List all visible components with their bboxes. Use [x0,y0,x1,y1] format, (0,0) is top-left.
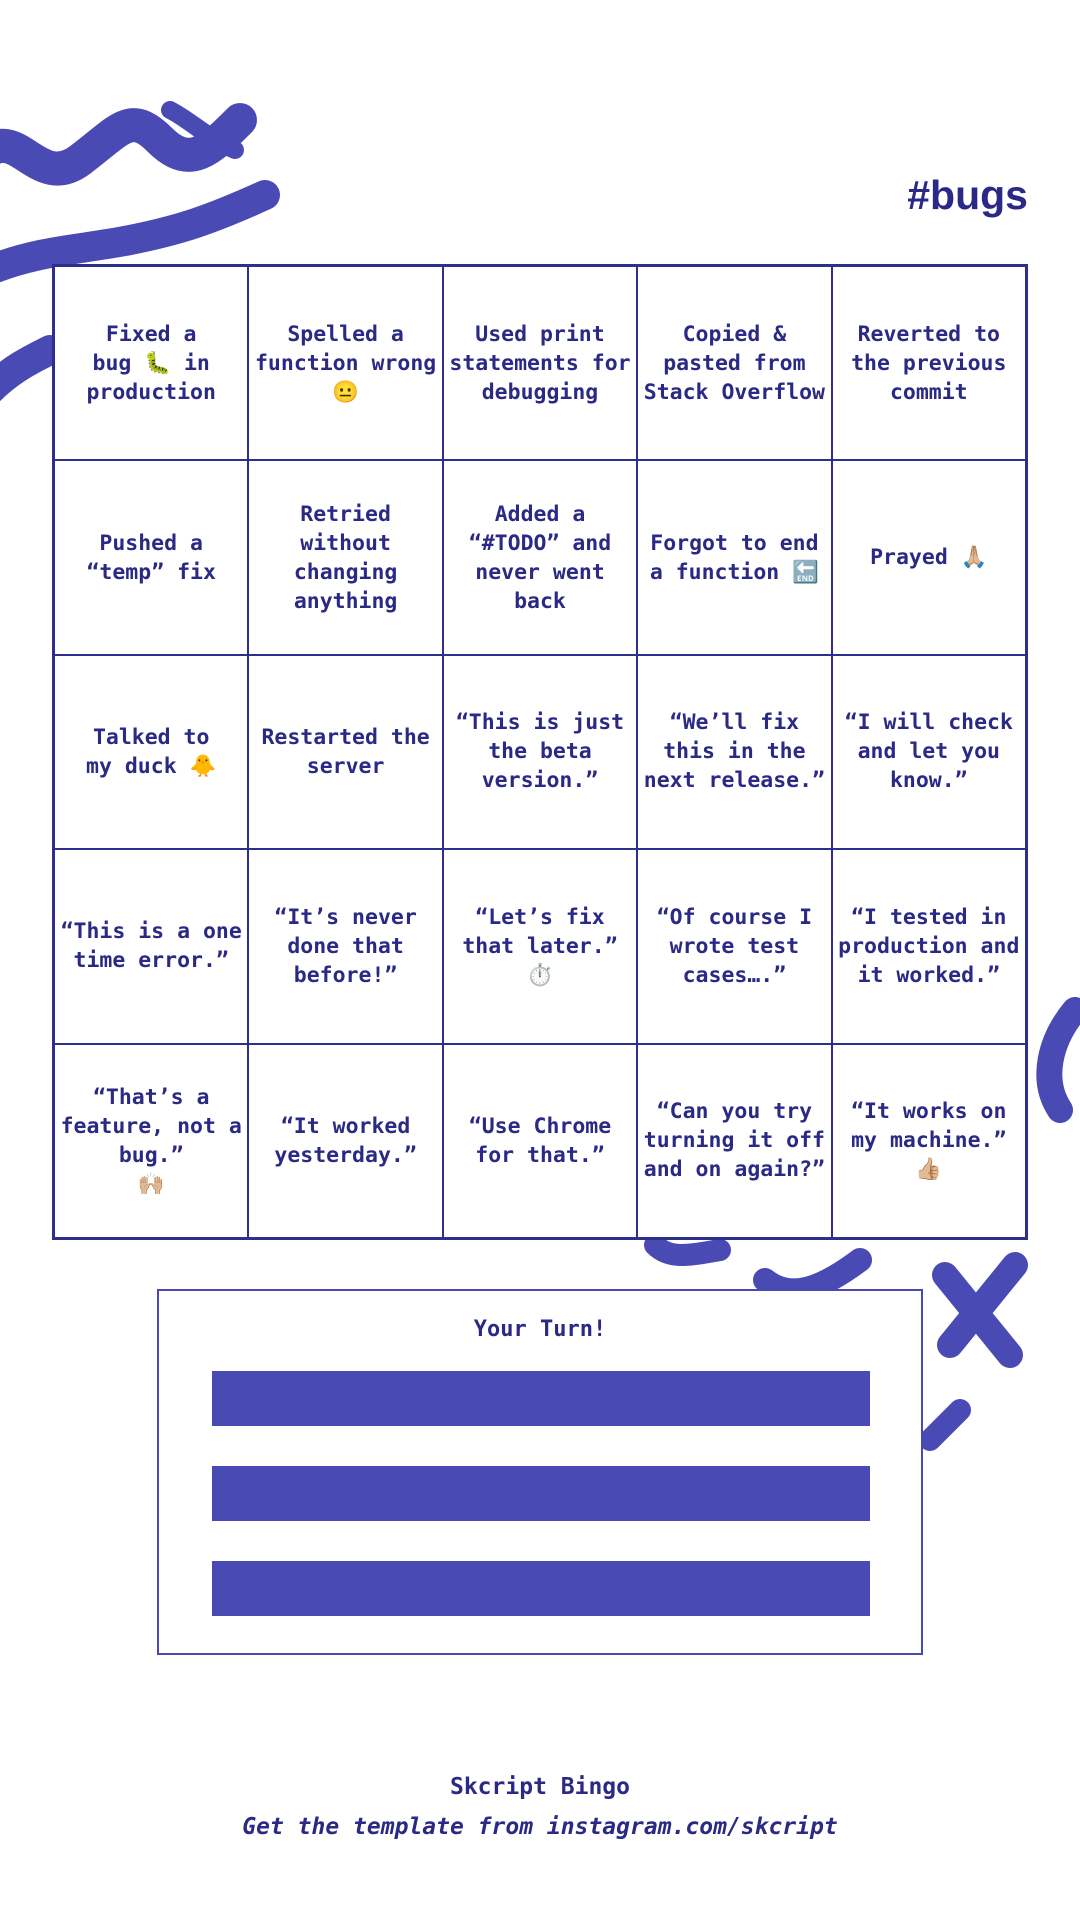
bingo-cell-text: “It worked yesterday.” [274,1113,417,1168]
bingo-cell[interactable] [54,849,248,1043]
bingo-cell[interactable] [443,655,637,849]
bingo-cell-text: “Let’s fix that later.” ⏱️ [462,904,618,988]
bingo-cell-text: Talked to my duck 🐥 [86,724,217,779]
bingo-cell-text: Reverted to the previous commit [851,321,1007,405]
hashtag-title: #bugs [907,172,1028,218]
bingo-cell-text: “It works on my machine.” 👍🏼 [851,1099,1007,1183]
bingo-cell-text: “It’s never done that before!” [274,904,417,988]
blank-entry-line[interactable] [212,1466,870,1521]
your-turn-title: Your Turn! [473,1317,607,1342]
bingo-cell[interactable] [832,1044,1026,1238]
your-turn-panel [157,1289,923,1655]
blank-entry-line[interactable] [212,1561,870,1616]
blank-entry-line[interactable] [212,1371,870,1426]
bingo-cell[interactable] [54,460,248,654]
bingo-cell-text: Restarted the server [261,724,430,779]
bingo-cell-text: “We’ll fix this in the next release.” [643,710,825,794]
bingo-cell-text: Used print statements for debugging [449,321,631,405]
bingo-cell[interactable] [443,266,637,460]
bingo-cell[interactable] [248,266,442,460]
bingo-cell-text: “This is a one time error.” [60,919,242,974]
bingo-cell-text: Prayed 🙏🏼 [870,545,988,571]
bingo-cell[interactable] [443,460,637,654]
bingo-cell[interactable] [54,1044,248,1238]
bingo-cell-text: Spelled a function wrong 😐 [254,321,437,405]
bingo-cell[interactable] [54,655,248,849]
bingo-cell[interactable] [443,849,637,1043]
bingo-cell[interactable] [637,266,831,460]
bingo-cell-text: Copied & pasted from Stack Overflow [643,321,825,405]
bingo-cell[interactable] [637,460,831,654]
bingo-cell-text: Retried without changing anything [293,501,398,614]
bingo-grid [52,264,1028,1240]
bingo-cell[interactable] [443,1044,637,1238]
bingo-cell[interactable] [832,655,1026,849]
footer-title: Skcript Bingo [449,1774,630,1800]
bingo-cell[interactable] [637,655,831,849]
bingo-cell[interactable] [248,655,442,849]
bingo-cell[interactable] [54,266,248,460]
bingo-cell[interactable] [248,849,442,1043]
bingo-cell-text: “Can you try turning it off and on again?” [643,1099,825,1183]
bingo-cell-text: “Use Chrome for that.” [468,1113,612,1168]
bingo-cell-text: “I will check and let you know.” [844,710,1013,794]
bingo-cell-text: Forgot to end a function 🔚 [649,530,819,585]
bingo-cell-text: “Of course I wrote test cases….” [656,904,813,988]
bingo-cell[interactable] [832,266,1026,460]
bingo-cell-text: Pushed a “temp” fix [86,530,216,585]
bingo-cell-text: “I tested in production and it worked.” [838,904,1020,988]
bingo-cell[interactable] [637,1044,831,1238]
bingo-cell-text: Added a “#TODO” and never went back [468,501,612,614]
bingo-cell-text: “That’s a feature, not a bug.” 🙌🏼 [60,1084,242,1197]
bingo-cell[interactable] [832,849,1026,1043]
bingo-cell[interactable] [832,460,1026,654]
footer-subtitle: Get the template from instagram.com/skcript [242,1814,838,1840]
bingo-cell[interactable] [248,460,442,654]
bingo-cell[interactable] [637,849,831,1043]
bingo-cell[interactable] [248,1044,442,1238]
bingo-cell-text: Fixed a bug 🐛 in production [86,321,216,405]
bingo-cell-text: “This is just the beta version.” [455,710,625,794]
